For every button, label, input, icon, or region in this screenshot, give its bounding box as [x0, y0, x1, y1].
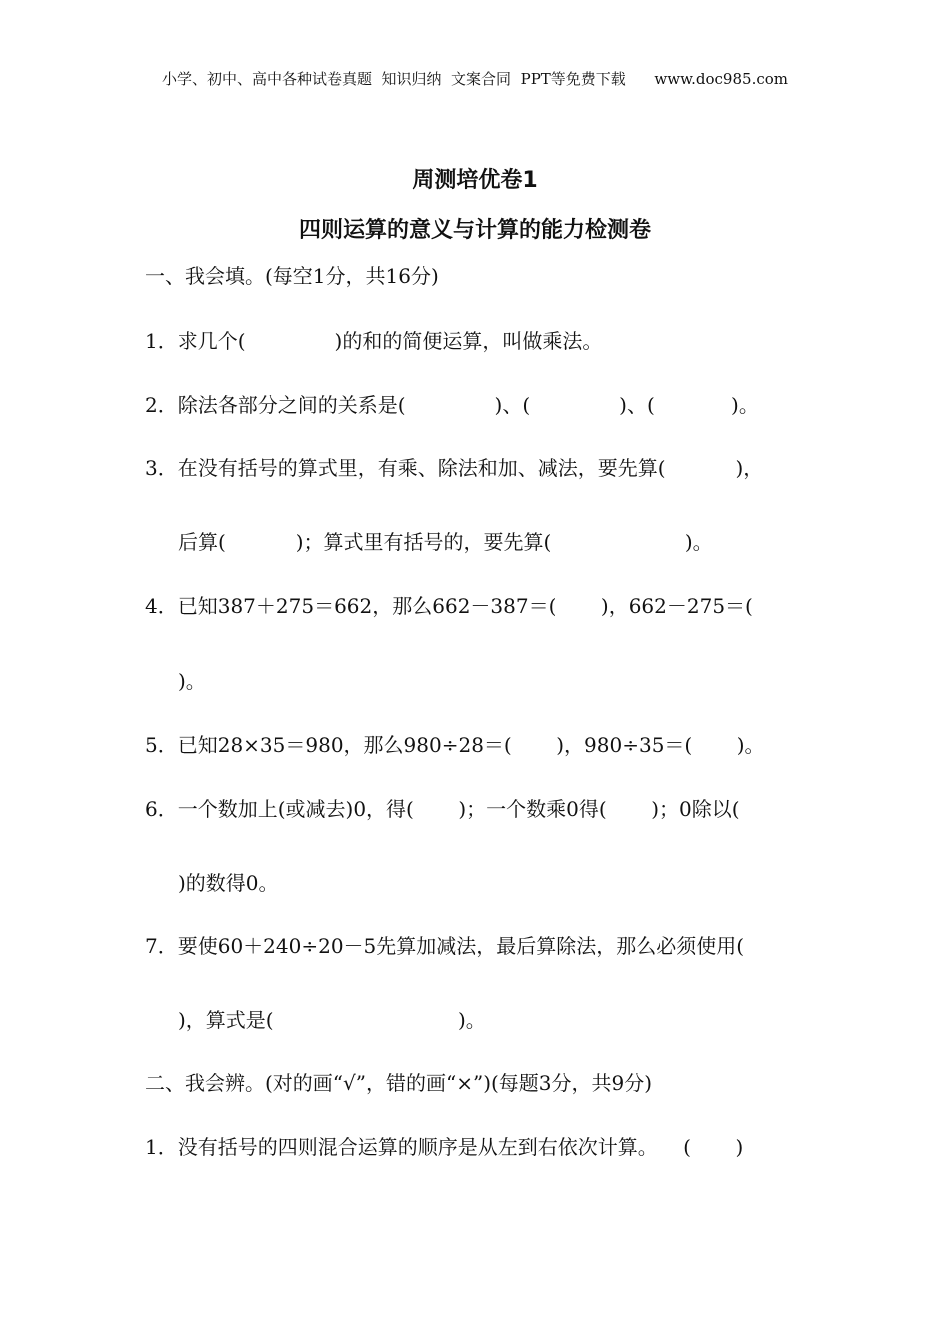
question-1-1: 1．求几个( )的和的简便运算，叫做乘法。 — [145, 329, 603, 353]
question-1-6-line-2: )的数得0。 — [178, 871, 279, 895]
exam-subtitle: 四则运算的意义与计算的能力检测卷 — [298, 218, 651, 243]
exam-title: 周测培优卷1 — [412, 168, 538, 193]
question-1-3-line-1: 3．在没有括号的算式里，有乘、除法和加、减法，要先算( )， — [145, 456, 764, 480]
question-1-5: 5．已知28×35＝980，那么980÷28＝( )，980÷35＝( )。 — [145, 733, 765, 757]
question-1-7-line-1: 7．要使60＋240÷20－5先算加减法，最后算除法，那么必须使用( — [145, 934, 745, 958]
question-2-1: 1．没有括号的四则混合运算的顺序是从左到右依次计算。 ( ) — [145, 1135, 744, 1159]
section-1-heading: 一、我会填。(每空1分，共16分) — [145, 264, 439, 288]
question-1-4-line-2: )。 — [178, 669, 206, 693]
question-1-3-line-2: 后算( )；算式里有括号的，要先算( )。 — [178, 530, 713, 554]
question-1-2: 2．除法各部分之间的关系是( )、( )、( )。 — [145, 393, 759, 417]
question-1-7-line-2: )，算式是( )。 — [178, 1008, 486, 1032]
page-header: 小学、初中、高中各种试卷真题 知识归纳 文案合同 PPT等免费下载 www.doc985.com — [161, 70, 788, 88]
section-2-heading: 二、我会辨。(对的画“√”，错的画“×”)(每题3分，共9分) — [145, 1071, 653, 1095]
question-1-6-line-1: 6．一个数加上(或减去)0，得( )；一个数乘0得( )；0除以( — [145, 797, 740, 821]
question-1-4-line-1: 4．已知387＋275＝662，那么662－387＝( )，662－275＝( — [145, 594, 753, 618]
